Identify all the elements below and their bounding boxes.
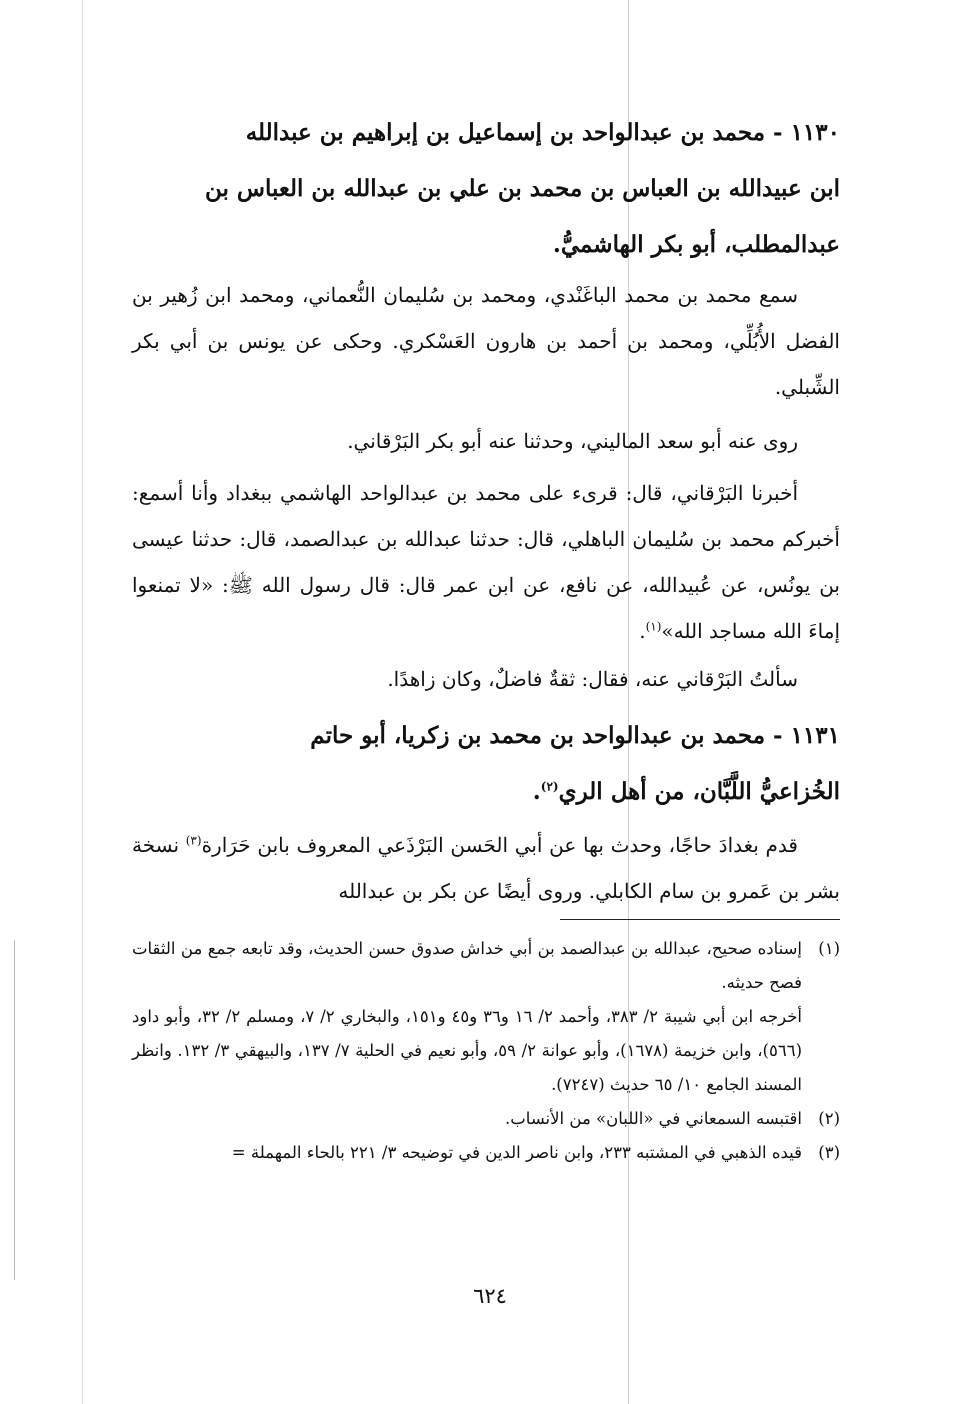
footnote-text: إسناده صحيح، عبدالله بن عبدالصمد بن أبي خداش صدوق حسن الحديث، وقد تابعه جمع من الثقات فصح حديثه.	[132, 939, 802, 992]
heading-line: عبدالمطلب، أبو بكر الهاشميُّ.	[552, 231, 840, 258]
footnote-number: (٣)	[818, 1143, 840, 1162]
hadith-text: أخبرنا البَرْقاني، قال: قرىء على محمد بن عبدالواحد الهاشمي ببغداد وأنا أسمع: أخبركم محمد بن سُليمان الباهلي، قال: حدثنا عبدالله بن عبدالصمد، قال: حدثنا عيسى بن يونُس، عن عُبيدالله، عن نافع، عن ابن عمر قال: قال رسول الله ﷺ: «لا تمنعوا إماءَ الله مساجد الله»	[132, 481, 840, 643]
heading-line: ١١٣١ - محمد بن عبدالواحد بن محمد بن زكريا، أبو حاتم	[310, 722, 840, 749]
entry-1130-paragraph-4: سألتُ البَرْقاني عنه، فقال: ثقةٌ فاضلٌ، وكان زاهدًا.	[387, 667, 798, 691]
footnote-2	[132, 1102, 840, 1136]
entry-1130-heading	[132, 105, 840, 273]
footnote-text: قيده الذهبي في المشتبه ٢٣٣، وابن ناصر الدين في توضيحه ٣/ ٢٢١ بالحاء المهملة =	[231, 1143, 802, 1162]
footnote-ref-3: (٣)	[185, 833, 202, 848]
punctuation: .	[639, 619, 646, 643]
footnote-ref-1: (١)	[645, 619, 662, 634]
footnote-1-continuation	[132, 1000, 840, 1102]
footnote-text: أخرجه ابن أبي شيبة ٢/ ٣٨٣، وأحمد ٢/ ١٦ و٣٦ و٤٥ و١٥١، والبخاري ٢/ ٧، ومسلم ٢/ ٣٢، وأبو داود (٥٦٦)، وابن خزيمة (١٦٧٨)، وأبو عوانة ٢/ ٥٩، وأبو نعيم في الحلية ٧/ ١٣٧، والبيهقي ٣/ ١٣٢. وانظر المسند الجامع ١٠/ ٦٥ حديث (٧٢٤٧).	[132, 1007, 803, 1094]
entry-1131-paragraph-1	[132, 822, 840, 914]
footnote-3	[132, 1136, 840, 1170]
entry-1131-heading	[132, 708, 840, 820]
punctuation: .	[532, 778, 541, 805]
entry-1130-paragraph-1: سمع محمد بن محمد الباغَنْدي، ومحمد بن سُليمان النُّعماني، ومحمد ابن زُهير بن الفضل الأُبُلِّي، ومحمد بن أحمد بن هارون العَسْكري. وحكى عن يونس بن أبي بكر الشِّبلي.	[132, 283, 840, 399]
heading-line	[132, 764, 840, 820]
heading-line: ابن عبيدالله بن العباس بن محمد بن علي بن عبدالله بن العباس بن	[204, 175, 840, 202]
footnote-ref-2: (٢)	[540, 779, 559, 794]
footnote-divider	[560, 919, 840, 920]
page-number: ٦٢٤	[473, 1284, 507, 1308]
footnote-text: اقتبسه السمعاني في «اللبان» من الأنساب.	[505, 1109, 802, 1128]
footnote-1	[132, 932, 840, 1000]
scan-artifact-line	[14, 940, 15, 1280]
entry-1130-paragraph-3	[132, 470, 840, 654]
paragraph-text: قدم بغدادَ حاجًا، وحدث بها عن أبي الحَسن البَرْذَعي المعروف بابن حَرَارة	[201, 833, 798, 857]
heading-text: الخُزاعيُّ اللَّبَّان، من أهل الري	[558, 778, 840, 805]
heading-line: ١١٣٠ - محمد بن عبدالواحد بن إسماعيل بن إبراهيم بن عبدالله	[245, 119, 840, 146]
footnote-number: (١)	[818, 939, 840, 958]
scan-artifact-line	[82, 0, 83, 1404]
footnotes	[132, 932, 840, 1170]
paragraph-text: نسخة بشر بن عَمرو بن سام الكابلي. وروى أيضًا عن بكر بن عبدالله	[132, 833, 840, 903]
footnote-number: (٢)	[818, 1109, 840, 1128]
entry-1130-paragraph-2: روى عنه أبو سعد الماليني، وحدثنا عنه أبو بكر البَرْقاني.	[347, 429, 798, 453]
